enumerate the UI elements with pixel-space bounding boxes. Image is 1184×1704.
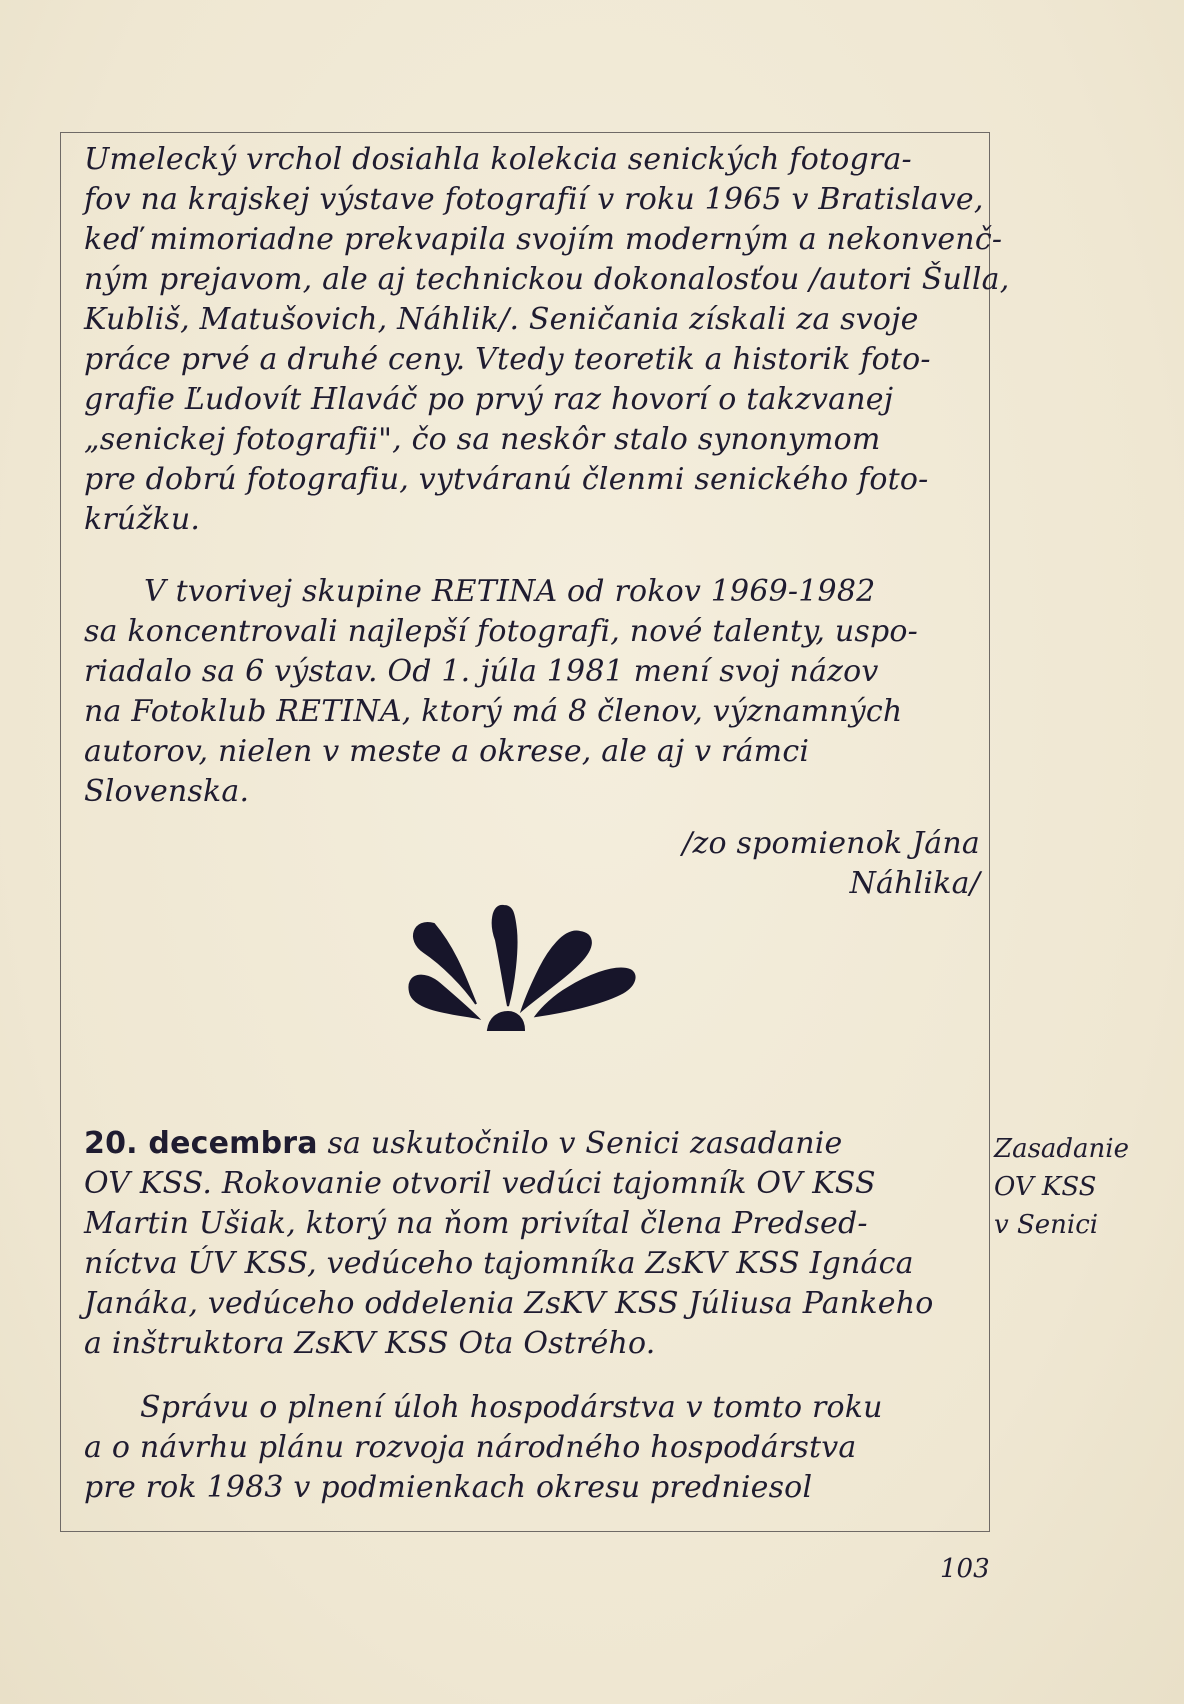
text-line: na Fotoklub RETINA, ktorý má 8 členov, významných: [84, 694, 903, 729]
text-line: sa koncentrovali najlepší fotografi, nové talenty, uspo-: [84, 614, 918, 649]
text-line: a o návrhu plánu rozvoja národného hospodárstva: [84, 1430, 857, 1465]
attribution-note: /zo spomienok Jána Náhlika/: [682, 826, 980, 901]
text-line: riadalo sa 6 výstav. Od 1. júla 1981 mení svoj názov: [84, 654, 879, 689]
text-line: Janáka, vedúceho oddelenia ZsKV KSS Júliusa Pankeho: [84, 1286, 934, 1321]
text-line: pre rok 1983 v podmienkach okresu predniesol: [84, 1470, 813, 1505]
text-line: krúžku.: [84, 502, 201, 537]
text-line: Kubliš, Matušovich, Náhlik/. Seničania získali za svoje: [84, 302, 919, 337]
text-line: autorov, nielen v meste a okrese, ale aj v rámci: [84, 734, 810, 769]
text-line: práce prvé a druhé ceny. Vtedy teoretik a historik foto-: [84, 342, 931, 377]
paragraph-retina-group: [84, 572, 974, 812]
margin-note-line: Zasadanie: [994, 1134, 1130, 1164]
text-line: fov na krajskej výstave fotografií v roku 1965 v Bratislave,: [84, 182, 984, 217]
page-number: 103: [940, 1554, 990, 1584]
text-line: Slovenska.: [84, 774, 250, 809]
text-line: grafie Ľudovít Hlaváč po prvý raz hovorí o takzvanej: [84, 382, 894, 417]
entry-20-december: [84, 1124, 974, 1364]
text-line: V tvorivej skupine RETINA od rokov 1969-1982: [144, 574, 876, 609]
margin-note-line: v Senici: [994, 1210, 1099, 1240]
text-line: „senickej fotografii", čo sa neskôr stalo synonymom: [84, 422, 881, 457]
paragraph-economy-report: [84, 1388, 974, 1508]
text-line: níctva ÚV KSS, vedúceho tajomníka ZsKV KSS Ignáca: [84, 1246, 914, 1281]
margin-note-line: OV KSS: [994, 1172, 1097, 1202]
text-line: Martin Ušiak, ktorý na ňom privítal člena Predsed-: [84, 1206, 868, 1241]
ornament-drawing: [404, 900, 640, 1034]
text-line: a inštruktora ZsKV KSS Ota Ostrého.: [84, 1326, 656, 1361]
text-line: OV KSS. Rokovanie otvoril vedúci tajomník OV KSS: [84, 1166, 876, 1201]
text-line: pre dobrú fotografiu, vytváranú členmi senického foto-: [84, 462, 929, 497]
ornament-petal-center: [493, 906, 517, 1006]
ornament-base: [488, 1012, 524, 1030]
text-line: keď mimoriadne prekvapila svojím moderným a nekonvenč-: [84, 222, 1003, 257]
text-line: ným prejavom, ale aj technickou dokonalosťou /autori Šulla,: [84, 262, 1010, 297]
margin-note: [994, 1130, 1180, 1244]
text-line: [84, 1124, 974, 1164]
entry-first-line: sa uskutočnilo v Senici zasadanie: [317, 1126, 843, 1161]
text-line: Umelecký vrchol dosiahla kolekcia senických fotogra-: [84, 142, 912, 177]
entry-date: 20. decembra: [84, 1126, 318, 1161]
paragraph-photography-exhibition: [84, 140, 1010, 540]
text-line: Správu o plnení úloh hospodárstva v tomto roku: [140, 1390, 883, 1425]
